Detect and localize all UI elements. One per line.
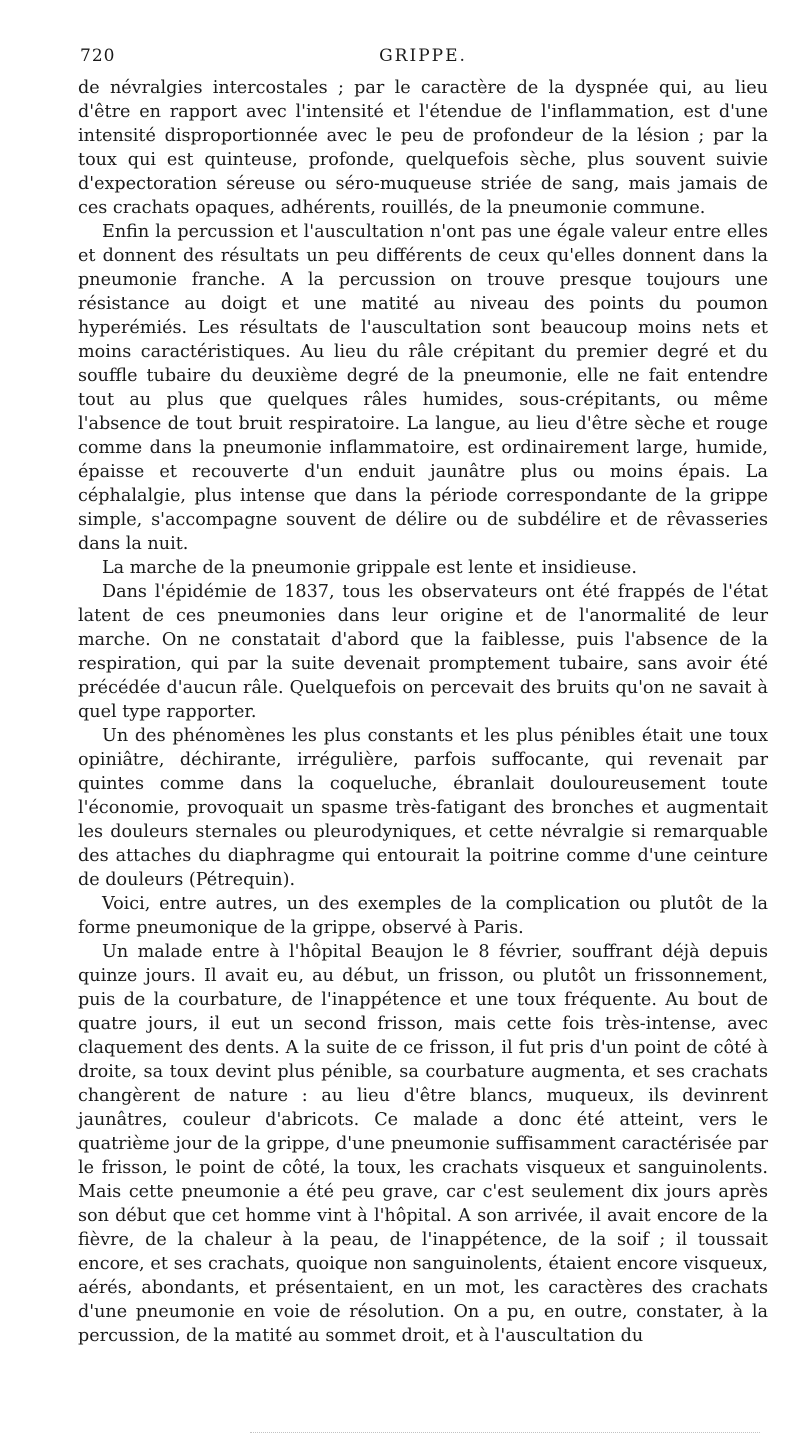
- running-head: [78, 46, 768, 76]
- scan-artifact-line: [250, 1432, 760, 1437]
- page-number: 720: [80, 46, 116, 66]
- document-page: [78, 46, 768, 1348]
- paragraph-marche: La marche de la pneumonie grippale est lente et insidieuse.: [102, 558, 637, 578]
- paragraph-epidemie-1837: Dans l'épidémie de 1837, tous les observateurs ont été frappés de l'état latent de ces pneumonies dans leur origine et de l'anormalité de leur marche. On ne constatait d'abord que la faiblesse, puis l'absence de la respiration, qui par la suite devenait promptement tubaire, sans avoir été précédée d'aucun râle. Quelquefois on percevait des bruits qu'on ne savait à quel type rapporter.: [78, 582, 768, 722]
- paragraph-exemple: Voici, entre autres, un des exemples de la complication ou plutôt de la forme pneumonique de la grippe, observé à Paris.: [78, 894, 768, 938]
- body-text: [78, 76, 768, 1348]
- paragraph-continuation: de névralgies intercostales ; par le caractère de la dyspnée qui, au lieu d'être en rapport avec l'intensité et l'étendue de l'inflammation, est d'une intensité disproportionnée avec le peu de profondeur de la lésion ; par la toux qui est quinteuse, profonde, quelquefois sèche, plus souvent suivie d'expectoration séreuse ou séro-muqueuse striée de sang, mais jamais de ces crachats opaques, adhérents, rouillés, de la pneumonie commune.: [78, 78, 768, 218]
- paragraph-toux: Un des phénomènes les plus constants et les plus pénibles était une toux opiniâtre, déchirante, irrégulière, parfois suffocante, qui revenait par quintes comme dans la coqueluche, ébranlait douloureusement toute l'économie, provoquait un spasme très-fatigant des bronches et augmentait les douleurs sternales ou pleurodyniques, et cette névralgie si remarquable des attaches du diaphragme qui entourait la poitrine comme d'une ceinture de douleurs (Pétrequin).: [78, 726, 768, 890]
- paragraph-percussion-auscultation: Enfin la percussion et l'auscultation n'ont pas une égale valeur entre elles et donnent des résultats un peu différents de ceux qu'elles donnent dans la pneumonie franche. A la percussion on trouve presque toujours une résistance au doigt et une matité au niveau des points du poumon hyperémiés. Les résultats de l'auscultation sont beaucoup moins nets et moins caractéristiques. Au lieu du râle crépitant du premier degré et du souffle tubaire du deuxième degré de la pneumonie, elle ne fait entendre tout au plus que quelques râles humides, sous-crépitants, ou même l'absence de tout bruit respiratoire. La langue, au lieu d'être sèche et rouge comme dans la pneumonie inflammatoire, est ordinairement large, humide, épaisse et recouverte d'un enduit jaunâtre plus ou moins épais. La céphalalgie, plus intense que dans la période correspondante de la grippe simple, s'accompagne souvent de délire ou de subdélire et de rêvasseries dans la nuit.: [78, 222, 768, 554]
- running-title: GRIPPE.: [379, 46, 467, 66]
- paragraph-observation-beaujon: Un malade entre à l'hôpital Beaujon le 8 février, souffrant déjà depuis quinze jours. Il avait eu, au début, un frisson, ou plutôt un frissonnement, puis de la courbature, de l'inappétence et une toux fréquente. Au bout de quatre jours, il eut un second frisson, mais cette fois très-intense, avec claquement des dents. A la suite de ce frisson, il fut pris d'un point de côté à droite, sa toux devint plus pénible, sa courbature augmenta, et ses crachats changèrent de nature : au lieu d'être blancs, muqueux, ils devinrent jaunâtres, couleur d'abricots. Ce malade a donc été atteint, vers le quatrième jour de la grippe, d'une pneumonie suffisamment caractérisée par le frisson, le point de côté, la toux, les crachats visqueux et sanguinolents. Mais cette pneumonie a été peu grave, car c'est seulement dix jours après son début que cet homme vint à l'hôpital. A son arrivée, il avait encore de la fièvre, de la chaleur à la peau, de l'inappétence, de la soif ; il toussait encore, et ses crachats, quoique non sanguinolents, étaient encore visqueux, aérés, abondants, et présentaient, en un mot, les caractères des crachats d'une pneumonie en voie de résolution. On a pu, en outre, constater, à la percussion, de la matité au sommet droit, et à l'auscultation du: [78, 942, 768, 1346]
